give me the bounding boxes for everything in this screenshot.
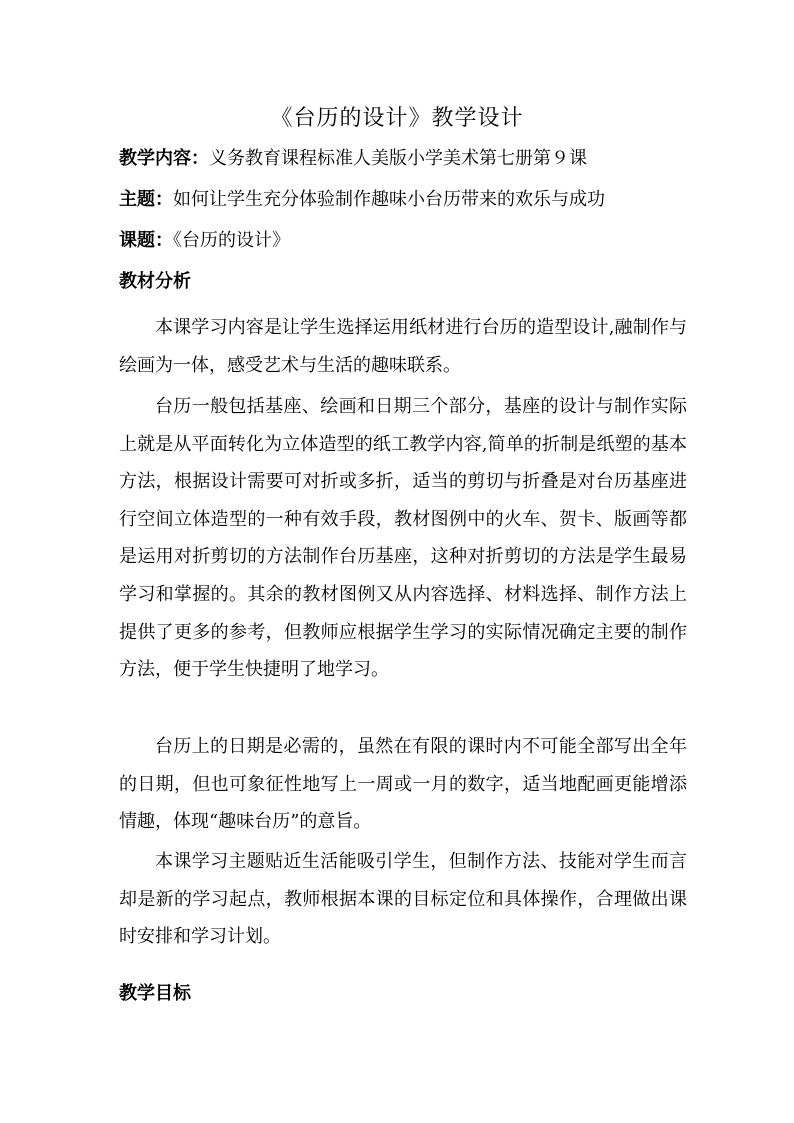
meta-value: 如何让学生充分体验制作趣味小台历带来的欢乐与成功 bbox=[173, 189, 605, 210]
meta-lesson-title bbox=[119, 228, 699, 254]
section-heading-material-analysis: 教材分析 bbox=[119, 271, 191, 292]
paragraph: 本课学习内容是让学生选择运用纸材进行台历的造型设计,融制作与绘画为一体，感受艺术与生活的趣味联系。 bbox=[119, 317, 687, 376]
paragraph: 台历上的日期是必需的，虽然在有限的课时内不可能全部写出全年的日期，但也可象征性地写上一周或一月的数字，适当地配画更能增添情趣，体现“趣味台历”的意旨。 bbox=[119, 736, 687, 833]
meta-theme bbox=[119, 187, 699, 213]
document-title: 《台历的设计》教学设计 bbox=[270, 106, 524, 131]
meta-value: 《台历的设计》 bbox=[173, 230, 290, 251]
paragraph: 台历一般包括基座、绘画和日期三个部分，基座的设计与制作实际上就是从平面转化为立体造型的纸工教学内容,简单的折制是纸塑的基本方法，根据设计需要可对折或多折，适当的剪切与折叠是对台历基座进行空间立体造型的一种有效手段，教材图例中的火车、贺卡、版画等都是运用对折剪切的方法制作台历基座，这种对折剪切的方法是学生最易学习和掌握的。其余的教材图例又从内容选择、材料选择、制作方法上提供了更多的参考，但教师应根据学生学习的实际情况确定主要的制作方法，便于学生快捷明了地学习。 bbox=[119, 396, 687, 681]
meta-label: 教学内容： bbox=[119, 148, 209, 169]
meta-teaching-content bbox=[119, 146, 699, 172]
paragraph: 本课学习主题贴近生活能吸引学生，但制作方法、技能对学生而言却是新的学习起点，教师根据本课的目标定位和具体操作，合理做出课时安排和学习计划。 bbox=[119, 851, 687, 948]
section-heading-teaching-goals: 教学目标 bbox=[119, 983, 191, 1004]
meta-label: 课题： bbox=[119, 230, 173, 251]
meta-label: 主题： bbox=[119, 189, 173, 210]
meta-value: 义务教育课程标准人美版小学美术第七册第９课 bbox=[209, 148, 587, 169]
